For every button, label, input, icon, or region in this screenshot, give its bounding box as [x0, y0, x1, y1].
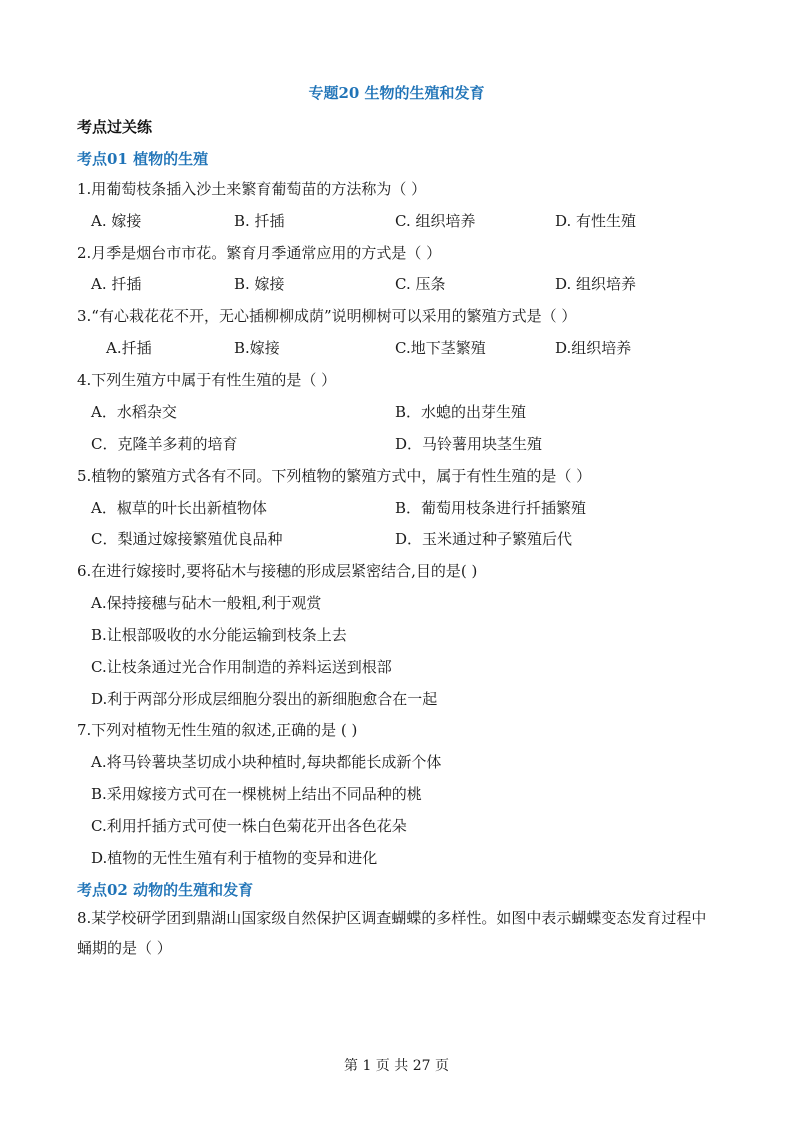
option: D.利于两部分形成层细胞分裂出的新细胞愈合在一起: [91, 690, 438, 708]
option: A. 嫁接: [91, 212, 142, 230]
option: C. 组织培养: [395, 212, 476, 230]
option: C.地下茎繁殖: [395, 339, 486, 357]
question-3-stem: 3.“有心栽花花不开，无心插柳柳成荫”说明柳树可以采用的繁殖方式是（ ）: [77, 307, 577, 325]
option: A.将马铃薯块茎切成小块种植时,每块都能长成新个体: [91, 753, 442, 771]
option: A．椒草的叶长出新植物体: [91, 499, 267, 517]
option: B．葡萄用枝条进行扦插繁殖: [395, 499, 587, 517]
option: B. 扦插: [234, 212, 285, 230]
option: C．梨通过嫁接繁殖优良品种: [91, 530, 283, 548]
section-heading-animals: 考点02 动物的生殖和发育: [77, 881, 254, 899]
option: B.让根部吸收的水分能运输到枝条上去: [91, 626, 347, 644]
option: A．水稻杂交: [91, 403, 177, 421]
page-footer: 第 1 页 共 27 页: [344, 1058, 449, 1074]
section-heading-plants: 考点01 植物的生殖: [77, 150, 209, 168]
option: C．克隆羊多莉的培育: [91, 435, 238, 453]
option: B. 嫁接: [234, 275, 285, 293]
option: B.采用嫁接方式可在一棵桃树上结出不同品种的桃: [91, 785, 422, 803]
question-1-stem: 1.用葡萄枝条插入沙土来繁育葡萄苗的方法称为（ ）: [77, 180, 427, 198]
option: A.保持接穗与砧木一般粗,利于观赏: [91, 594, 322, 612]
option: B．水螅的出芽生殖: [395, 403, 527, 421]
question-7-stem: 7.下列对植物无性生殖的叙述,正确的是 ( ): [77, 721, 358, 739]
option: D.植物的无性生殖有利于植物的变异和进化: [91, 849, 378, 867]
option: D．玉米通过种子繁殖后代: [395, 530, 573, 548]
option: C.利用扦插方式可使一株白色菊花开出各色花朵: [91, 817, 407, 835]
option: B.嫁接: [234, 339, 280, 357]
option: D．马铃薯用块茎生殖: [395, 435, 543, 453]
question-8-stem: 8.某学校研学团到鼎湖山国家级自然保护区调查蝴蝶的多样性。如图中表示蝴蝶变态发育过程中蛹期的是（ ）: [77, 909, 707, 957]
page-title: 专题20 生物的生殖和发育: [308, 84, 485, 102]
option: A.扦插: [106, 339, 152, 357]
option: C. 压条: [395, 275, 446, 293]
subtitle: 考点过关练: [77, 118, 153, 136]
question-5-stem: 5.植物的繁殖方式各有不同。下列植物的繁殖方式中，属于有性生殖的是（ ）: [77, 467, 592, 485]
option: D. 组织培养: [555, 275, 637, 293]
question-2-stem: 2.月季是烟台市市花。繁育月季通常应用的方式是（ ）: [77, 244, 442, 262]
option: C.让枝条通过光合作用制造的养料运送到根部: [91, 658, 392, 676]
question-4-stem: 4.下列生殖方中属于有性生殖的是（ ）: [77, 371, 337, 389]
option: D. 有性生殖: [555, 212, 637, 230]
question-6-stem: 6.在进行嫁接时,要将砧木与接穗的形成层紧密结合,目的是( ): [77, 562, 478, 580]
option: A. 扦插: [91, 275, 142, 293]
option: D.组织培养: [555, 339, 632, 357]
